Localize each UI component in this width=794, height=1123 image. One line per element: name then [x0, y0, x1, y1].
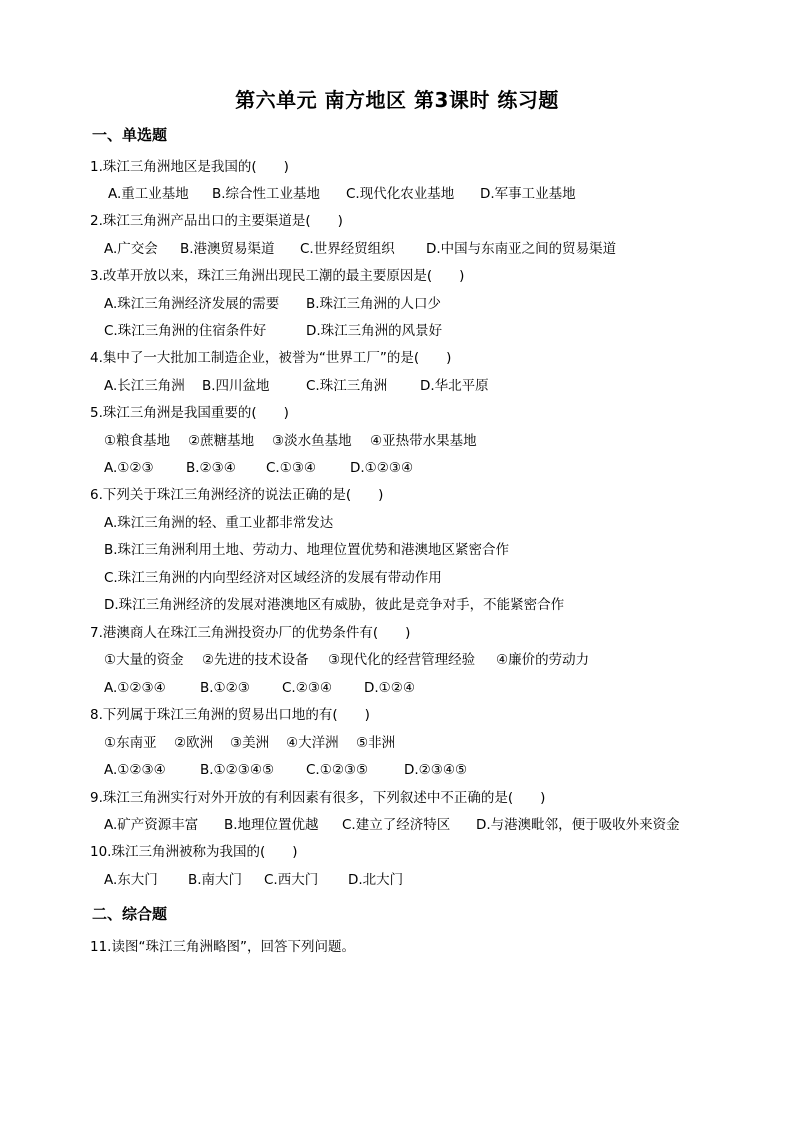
- question-statements: [104, 432, 477, 450]
- option-b: B.地理位置优越: [224, 817, 319, 833]
- option-a: A.珠江三角洲的轻、重工业都非常发达: [104, 515, 334, 531]
- statement-1: ①东南亚: [104, 735, 157, 751]
- option-d: D.军事工业基地: [480, 186, 576, 202]
- question-stem: 2.珠江三角洲产品出口的主要渠道是( ): [90, 213, 343, 229]
- question-stem: 6.下列关于珠江三角洲经济的说法正确的是( ): [90, 487, 384, 503]
- question-stem: 4.集中了一大批加工制造企业，被誉为“世界工厂”的是( ): [90, 350, 452, 366]
- question-stem: 10.珠江三角洲被称为我国的( ): [90, 844, 298, 860]
- question-options: [104, 459, 413, 477]
- option-d: D.北大门: [348, 872, 404, 888]
- option-c: C.世界经贸组织: [300, 241, 395, 257]
- option-b: B.四川盆地: [202, 378, 270, 394]
- question-statements: [104, 651, 589, 669]
- section-heading-comprehensive: 二、综合题: [92, 905, 168, 923]
- option-d: D.珠江三角洲的风景好: [306, 323, 443, 339]
- option-c: C.①③④: [266, 460, 317, 476]
- option-b: B.港澳贸易渠道: [180, 241, 275, 257]
- option-a: A.东大门: [104, 872, 158, 888]
- statement-2: ②蔗糖基地: [188, 433, 255, 449]
- option-b: B.南大门: [188, 872, 243, 888]
- option-c: C.珠江三角洲: [306, 378, 388, 394]
- option-b: B.①②③④⑤: [200, 762, 275, 778]
- question-options: [104, 295, 441, 313]
- question-stem: 9.珠江三角洲实行对外开放的有利因素有很多，下列叙述中不正确的是( ): [90, 790, 546, 806]
- statement-2: ②欧洲: [174, 735, 214, 751]
- question-options: [104, 871, 403, 889]
- option-d: D.②③④⑤: [404, 762, 468, 778]
- option-b: B.珠江三角洲的人口少: [306, 296, 442, 312]
- option-c: C.②③④: [282, 680, 333, 696]
- option-a: A.广交会: [104, 241, 158, 257]
- question-stem: 7.港澳商人在珠江三角洲投资办厂的优势条件有( ): [90, 625, 411, 641]
- option-b: B.②③④: [186, 460, 236, 476]
- option-d: D.中国与东南亚之间的贸易渠道: [426, 241, 617, 257]
- option-b: B.①②③: [200, 680, 250, 696]
- option-b: B.珠江三角洲利用土地、劳动力、地理位置优势和港澳地区紧密合作: [104, 542, 510, 558]
- option-a: A.①②③: [104, 460, 154, 476]
- statement-5: ⑤非洲: [356, 735, 396, 751]
- question-options: [104, 377, 489, 395]
- question-options: [104, 679, 415, 697]
- question-options: [104, 322, 442, 340]
- option-a: A.重工业基地: [108, 186, 189, 202]
- question-statements: [104, 734, 395, 752]
- option-a: A.①②③④: [104, 680, 166, 696]
- option-a: A.珠江三角洲经济发展的需要: [104, 296, 280, 312]
- page-title: 第六单元 南方地区 第3课时 练习题: [235, 88, 559, 112]
- question-stem: 11.读图“珠江三角洲略图”，回答下列问题。: [90, 939, 355, 955]
- option-c: C.西大门: [264, 872, 319, 888]
- option-d: D.与港澳毗邻，便于吸收外来资金: [476, 817, 680, 833]
- option-c: C.珠江三角洲的住宿条件好: [104, 323, 267, 339]
- option-b: B.综合性工业基地: [212, 186, 321, 202]
- option-d: D.①②③④: [350, 460, 414, 476]
- statement-2: ②先进的技术设备: [202, 652, 309, 668]
- option-c: C.①②③⑤: [306, 762, 369, 778]
- option-a: A.矿产资源丰富: [104, 817, 199, 833]
- statement-3: ③淡水鱼基地: [272, 433, 352, 449]
- question-stem: 3.改革开放以来，珠江三角洲出现民工潮的最主要原因是( ): [90, 268, 465, 284]
- question-options: [104, 240, 616, 258]
- option-a: A.长江三角洲: [104, 378, 185, 394]
- option-d: D.华北平原: [420, 378, 489, 394]
- statement-1: ①粮食基地: [104, 433, 171, 449]
- statement-3: ③现代化的经营管理经验: [328, 652, 476, 668]
- option-d: D.①②④: [364, 680, 415, 696]
- question-options: [108, 185, 576, 203]
- statement-4: ④亚热带水果基地: [370, 433, 477, 449]
- option-c: C.建立了经济特区: [342, 817, 451, 833]
- statement-3: ③美洲: [230, 735, 270, 751]
- option-c: C.现代化农业基地: [346, 186, 455, 202]
- question-stem: 5.珠江三角洲是我国重要的( ): [90, 405, 289, 421]
- option-a: A.①②③④: [104, 762, 166, 778]
- section-heading-single-choice: 一、单选题: [92, 126, 168, 144]
- statement-4: ④廉价的劳动力: [496, 652, 590, 668]
- statement-1: ①大量的资金: [104, 652, 184, 668]
- statement-4: ④大洋洲: [286, 735, 339, 751]
- option-c: C.珠江三角洲的内向型经济对区域经济的发展有带动作用: [104, 570, 442, 586]
- question-options: [104, 816, 680, 834]
- option-d: D.珠江三角洲经济的发展对港澳地区有威胁，彼此是竞争对手，不能紧密合作: [104, 597, 565, 613]
- question-options: [104, 761, 467, 779]
- question-stem: 8.下列属于珠江三角洲的贸易出口地的有( ): [90, 707, 370, 723]
- question-stem: 1.珠江三角洲地区是我国的( ): [90, 159, 289, 175]
